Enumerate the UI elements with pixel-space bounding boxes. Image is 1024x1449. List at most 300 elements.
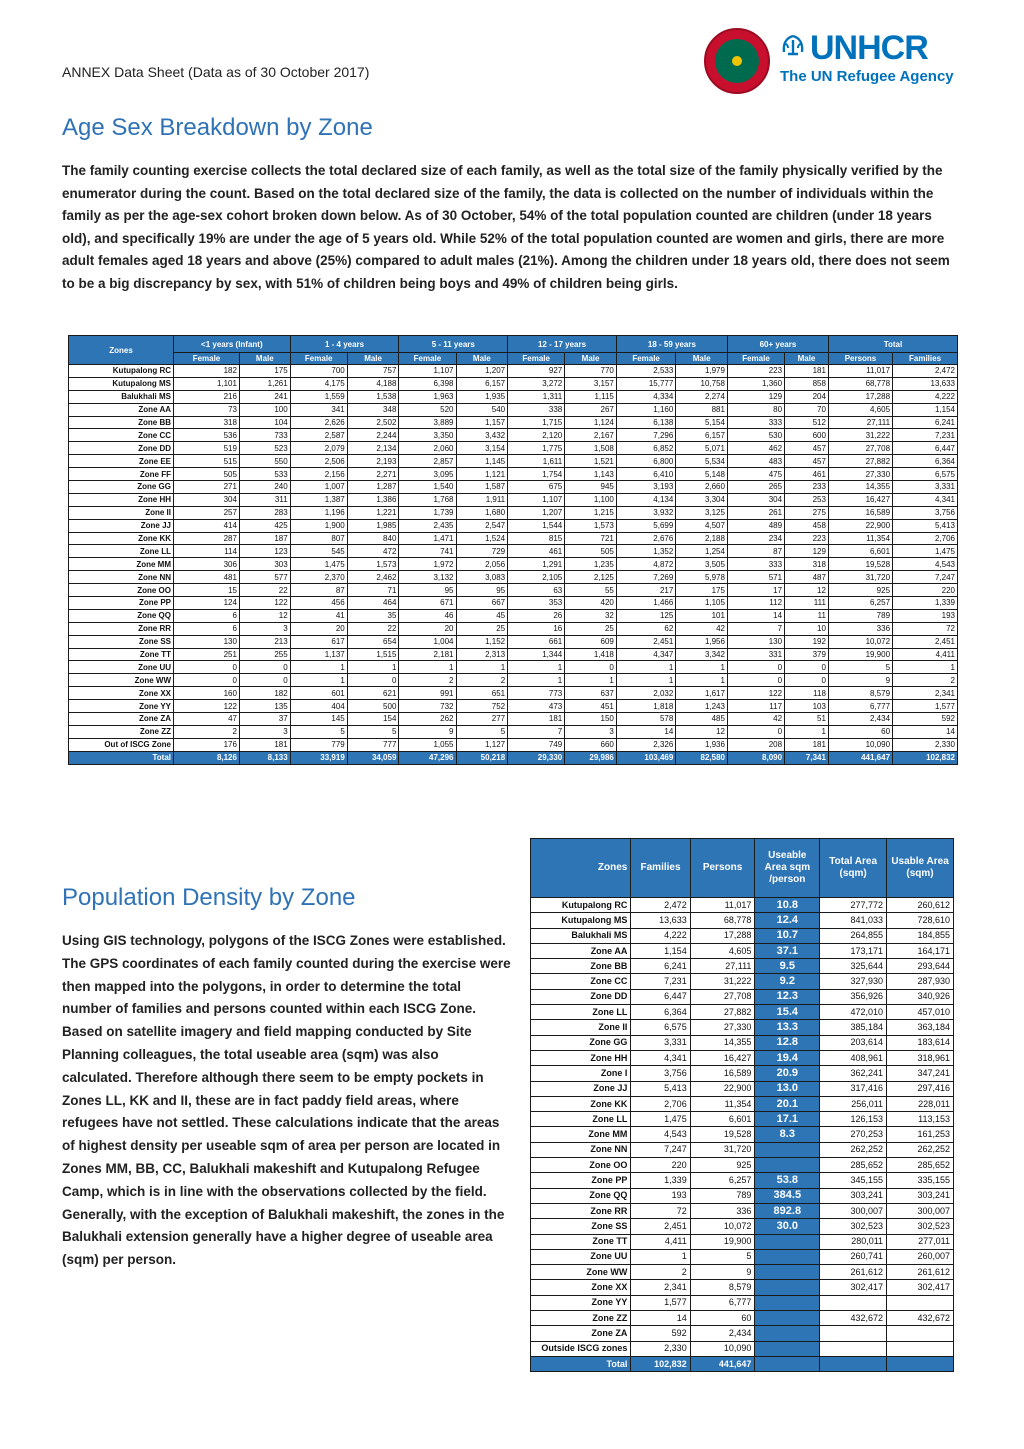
value-cell [820, 1295, 887, 1310]
value-cell: 700 [290, 365, 347, 378]
value-cell: 27,708 [828, 442, 892, 455]
value-cell: 70 [785, 403, 829, 416]
table-row [69, 416, 958, 429]
zone-name-cell: Zone CC [531, 974, 631, 989]
value-cell: 19,528 [828, 558, 892, 571]
table-row [69, 532, 958, 545]
value-cell: 515 [174, 455, 240, 468]
zone-name-cell: Zone NN [69, 571, 174, 584]
value-cell: 12 [676, 725, 728, 738]
value-cell: 111 [785, 597, 829, 610]
zone-name-cell: Zone I [531, 1066, 631, 1081]
value-cell: 175 [676, 584, 728, 597]
value-cell: 481 [174, 571, 240, 584]
value-cell: 3 [565, 725, 617, 738]
table-row [531, 1127, 954, 1142]
value-cell: 5,978 [676, 571, 728, 584]
value-cell: 300,007 [820, 1203, 887, 1218]
value-cell: 6,575 [893, 468, 958, 481]
value-cell: 47 [174, 713, 240, 726]
value-cell: 840 [347, 532, 399, 545]
value-cell: 472 [347, 545, 399, 558]
value-cell: 303,241 [820, 1188, 887, 1203]
value-cell: 338 [508, 403, 565, 416]
value-cell: 675 [508, 481, 565, 494]
value-cell: 17,288 [828, 390, 892, 403]
value-cell: 3,331 [631, 1035, 690, 1050]
value-cell: 129 [727, 390, 784, 403]
value-cell: 1,538 [347, 390, 399, 403]
value-cell: 240 [239, 481, 290, 494]
value-cell: 260,741 [820, 1249, 887, 1264]
table-row [69, 377, 958, 390]
value-cell: 461 [508, 545, 565, 558]
value-cell: 2,451 [616, 635, 675, 648]
value-cell: 1 [399, 661, 456, 674]
value-cell: 1,956 [676, 635, 728, 648]
value-cell: 208 [727, 738, 784, 751]
value-cell: 63 [508, 584, 565, 597]
value-cell: 2,032 [616, 687, 675, 700]
zone-name-cell: Zone RR [531, 1203, 631, 1218]
value-cell: 2,120 [508, 429, 565, 442]
value-cell: 1,577 [893, 700, 958, 713]
value-cell: 489 [727, 519, 784, 532]
table-row [531, 1326, 954, 1341]
value-cell [887, 1326, 954, 1341]
value-cell: 0 [239, 674, 290, 687]
value-cell: 2,502 [347, 416, 399, 429]
zone-name-cell: Zone BB [69, 416, 174, 429]
useable-area-per-person-cell: 10.8 [755, 898, 820, 913]
value-cell: 1,900 [290, 519, 347, 532]
table-row [69, 597, 958, 610]
value-cell: 161,253 [887, 1127, 954, 1142]
value-cell: 6,601 [690, 1112, 755, 1127]
value-cell: 35 [347, 609, 399, 622]
value-cell: 1,344 [508, 648, 565, 661]
total-value-cell [755, 1356, 820, 1371]
value-cell: 464 [347, 597, 399, 610]
zone-name-cell: Kutupalong RC [531, 898, 631, 913]
value-cell: 16 [508, 622, 565, 635]
value-cell: 9 [828, 674, 892, 687]
value-cell: 667 [456, 597, 508, 610]
value-cell: 1,471 [399, 532, 456, 545]
value-cell: 1,145 [456, 455, 508, 468]
value-cell: 4,341 [893, 493, 958, 506]
value-cell: 283 [239, 506, 290, 519]
value-cell: 2,330 [893, 738, 958, 751]
value-cell: 571 [727, 571, 784, 584]
value-cell: 485 [676, 713, 728, 726]
sub-header: Female [290, 353, 347, 365]
value-cell: 651 [456, 687, 508, 700]
value-cell: 6,777 [690, 1295, 755, 1310]
value-cell: 6 [174, 622, 240, 635]
value-cell: 1,339 [893, 597, 958, 610]
value-cell: 193 [893, 609, 958, 622]
sub-header: Male [565, 353, 617, 365]
useable-area-per-person-cell: 12.4 [755, 913, 820, 928]
value-cell: 3,331 [893, 481, 958, 494]
value-cell: 1 [631, 1249, 690, 1264]
value-cell: 6,157 [676, 429, 728, 442]
value-cell: 318,961 [887, 1050, 954, 1065]
table-row [531, 1249, 954, 1264]
table-row [531, 1112, 954, 1127]
useable-area-per-person-cell: 384.5 [755, 1188, 820, 1203]
value-cell: 1,124 [565, 416, 617, 429]
value-cell: 1 [290, 674, 347, 687]
value-cell: 2,134 [347, 442, 399, 455]
useable-area-per-person-cell [755, 1158, 820, 1173]
value-cell: 80 [727, 403, 784, 416]
value-cell: 1,196 [290, 506, 347, 519]
value-cell: 6 [174, 609, 240, 622]
value-cell: 22 [347, 622, 399, 635]
value-cell: 5,071 [676, 442, 728, 455]
zone-name-cell: Zone YY [531, 1295, 631, 1310]
value-cell: 4,341 [631, 1050, 690, 1065]
total-value-cell: 441,647 [690, 1356, 755, 1371]
value-cell: 95 [456, 584, 508, 597]
value-cell: 550 [239, 455, 290, 468]
useable-area-per-person-cell: 8.3 [755, 1127, 820, 1142]
value-cell: 1,287 [347, 481, 399, 494]
table-row [69, 648, 958, 661]
value-cell: 2,660 [676, 481, 728, 494]
value-cell: 122 [174, 700, 240, 713]
value-cell: 1,559 [290, 390, 347, 403]
value-cell: 11,354 [690, 1096, 755, 1111]
value-cell: 1,963 [399, 390, 456, 403]
value-cell: 303 [239, 558, 290, 571]
zone-name-cell: Zone XX [69, 687, 174, 700]
value-cell: 363,184 [887, 1020, 954, 1035]
value-cell: 4,543 [631, 1127, 690, 1142]
value-cell: 154 [347, 713, 399, 726]
total-value-cell: 8,133 [239, 751, 290, 764]
value-cell: 325,644 [820, 959, 887, 974]
useable-area-per-person-cell: 892.8 [755, 1203, 820, 1218]
useable-area-per-person-cell: 12.8 [755, 1035, 820, 1050]
value-cell: 530 [727, 429, 784, 442]
value-cell: 3,505 [676, 558, 728, 571]
value-cell: 671 [399, 597, 456, 610]
value-cell: 9 [690, 1265, 755, 1280]
value-cell: 6,575 [631, 1020, 690, 1035]
value-cell: 14 [631, 1311, 690, 1326]
table-row [531, 943, 954, 958]
value-cell: 46 [399, 609, 456, 622]
value-cell: 7,247 [893, 571, 958, 584]
value-cell: 0 [727, 661, 784, 674]
value-cell: 520 [399, 403, 456, 416]
table-row [531, 1142, 954, 1157]
value-cell: 3,889 [399, 416, 456, 429]
bangladesh-government-seal-icon [704, 28, 770, 94]
zone-name-cell: Zone GG [69, 481, 174, 494]
value-cell: 1,235 [565, 558, 617, 571]
total-row [531, 1356, 954, 1371]
zone-name-cell: Zone JJ [69, 519, 174, 532]
table-row [531, 1265, 954, 1280]
value-cell: 2,462 [347, 571, 399, 584]
zone-name-cell: Zone PP [69, 597, 174, 610]
group-header: 60+ years [727, 336, 828, 353]
zone-name-cell: Zone UU [531, 1249, 631, 1264]
value-cell: 0 [727, 674, 784, 687]
value-cell: 356,926 [820, 989, 887, 1004]
value-cell: 2,188 [676, 532, 728, 545]
value-cell: 317,416 [820, 1081, 887, 1096]
value-cell: 945 [565, 481, 617, 494]
value-cell: 2,451 [631, 1219, 690, 1234]
total-value-cell [887, 1356, 954, 1371]
value-cell: 16,589 [828, 506, 892, 519]
value-cell: 1,577 [631, 1295, 690, 1310]
value-cell: 4,222 [631, 928, 690, 943]
value-cell: 749 [508, 738, 565, 751]
value-cell: 1,508 [565, 442, 617, 455]
value-cell: 2 [456, 674, 508, 687]
value-cell: 71 [347, 584, 399, 597]
value-cell: 2,271 [347, 468, 399, 481]
value-cell: 7,247 [631, 1142, 690, 1157]
value-cell: 420 [565, 597, 617, 610]
value-cell: 533 [239, 468, 290, 481]
total-value-cell: 8,090 [727, 751, 784, 764]
value-cell: 280,011 [820, 1234, 887, 1249]
value-cell: 261,612 [887, 1265, 954, 1280]
total-label-cell: Total [69, 751, 174, 764]
value-cell: 1,540 [399, 481, 456, 494]
value-cell: 130 [727, 635, 784, 648]
value-cell: 1,911 [456, 493, 508, 506]
value-cell: 1,143 [565, 468, 617, 481]
value-cell: 3,342 [676, 648, 728, 661]
zone-name-cell: Zone EE [69, 455, 174, 468]
value-cell: 62 [616, 622, 675, 635]
value-cell: 260,007 [887, 1249, 954, 1264]
useable-area-per-person-cell: 17.1 [755, 1112, 820, 1127]
useable-area-per-person-cell: 10.7 [755, 928, 820, 943]
table-row [531, 1203, 954, 1218]
value-cell: 3 [239, 622, 290, 635]
value-cell: 31,720 [828, 571, 892, 584]
value-cell: 770 [565, 365, 617, 378]
value-cell: 1,261 [239, 377, 290, 390]
value-cell: 20 [290, 622, 347, 635]
value-cell: 0 [727, 725, 784, 738]
zone-name-cell: Zone II [69, 506, 174, 519]
value-cell: 540 [456, 403, 508, 416]
value-cell: 341 [290, 403, 347, 416]
value-cell: 87 [727, 545, 784, 558]
value-cell: 277,011 [887, 1234, 954, 1249]
value-cell: 2,626 [290, 416, 347, 429]
sub-header: Female [508, 353, 565, 365]
value-cell: 327,930 [820, 974, 887, 989]
value-cell: 4,334 [616, 390, 675, 403]
useable-area-per-person-cell: 53.8 [755, 1173, 820, 1188]
table-row [69, 661, 958, 674]
value-cell: 1,818 [616, 700, 675, 713]
zone-name-cell: Kutupalong MS [531, 913, 631, 928]
value-cell: 637 [565, 687, 617, 700]
value-cell: 25 [565, 622, 617, 635]
useable-area-per-person-cell [755, 1249, 820, 1264]
value-cell: 2,105 [508, 571, 565, 584]
value-cell: 234 [727, 532, 784, 545]
zone-name-cell: Zone RR [69, 622, 174, 635]
table-row [69, 558, 958, 571]
value-cell: 255 [239, 648, 290, 661]
value-cell: 10,758 [676, 377, 728, 390]
value-cell: 333 [727, 416, 784, 429]
value-cell: 6,241 [893, 416, 958, 429]
value-cell: 256,011 [820, 1096, 887, 1111]
table-row [69, 571, 958, 584]
zone-name-cell: Zone KK [531, 1096, 631, 1111]
value-cell: 621 [347, 687, 399, 700]
value-cell: 4,872 [616, 558, 675, 571]
value-cell: 1,515 [347, 648, 399, 661]
value-cell: 1 [456, 661, 508, 674]
sub-header: Female [727, 353, 784, 365]
value-cell: 6,241 [631, 959, 690, 974]
section-title-age-sex: Age Sex Breakdown by Zone [62, 114, 373, 141]
value-cell: 2,341 [631, 1280, 690, 1295]
value-cell: 456 [290, 597, 347, 610]
value-cell: 1,775 [508, 442, 565, 455]
value-cell [887, 1341, 954, 1356]
table-row [69, 493, 958, 506]
zone-name-cell: Kutupalong RC [69, 365, 174, 378]
value-cell: 1,475 [631, 1112, 690, 1127]
value-cell: 10,072 [690, 1219, 755, 1234]
useable-area-per-person-cell [755, 1234, 820, 1249]
group-header: <1 years (Infant) [174, 336, 291, 353]
value-cell: 1,418 [565, 648, 617, 661]
table-row [531, 1219, 954, 1234]
value-cell: 267 [565, 403, 617, 416]
value-cell: 4,188 [347, 377, 399, 390]
table-row [531, 1005, 954, 1020]
table-row [531, 928, 954, 943]
value-cell: 2,451 [893, 635, 958, 648]
value-cell: 17,288 [690, 928, 755, 943]
value-cell: 6,364 [893, 455, 958, 468]
value-cell: 11,017 [828, 365, 892, 378]
value-cell [887, 1295, 954, 1310]
value-cell: 302,417 [887, 1280, 954, 1295]
value-cell: 5,413 [893, 519, 958, 532]
value-cell: 11 [785, 609, 829, 622]
value-cell: 2,274 [676, 390, 728, 403]
useable-area-per-person-cell [755, 1311, 820, 1326]
value-cell: 660 [565, 738, 617, 751]
value-cell: 6,257 [828, 597, 892, 610]
value-cell: 112 [727, 597, 784, 610]
value-cell: 181 [239, 738, 290, 751]
group-header: 12 - 17 years [508, 336, 617, 353]
value-cell: 2 [893, 674, 958, 687]
unhcr-tagline: The UN Refugee Agency [780, 68, 954, 85]
value-cell: 7 [727, 622, 784, 635]
value-cell: 523 [239, 442, 290, 455]
value-cell: 32 [565, 609, 617, 622]
value-cell: 297,416 [887, 1081, 954, 1096]
density-header: Useable Area sqm /person [755, 839, 820, 898]
total-value-cell: 33,919 [290, 751, 347, 764]
value-cell: 2,193 [347, 455, 399, 468]
value-cell: 31,720 [690, 1142, 755, 1157]
sub-header: Male [456, 353, 508, 365]
density-header: Persons [690, 839, 755, 898]
value-cell: 31,222 [690, 974, 755, 989]
value-cell: 592 [893, 713, 958, 726]
sub-header: Male [785, 353, 829, 365]
value-cell: 5,413 [631, 1081, 690, 1096]
value-cell: 733 [239, 429, 290, 442]
value-cell: 2,472 [631, 898, 690, 913]
value-cell: 12 [239, 609, 290, 622]
value-cell: 22,900 [690, 1081, 755, 1096]
value-cell: 1,207 [508, 506, 565, 519]
value-cell: 815 [508, 532, 565, 545]
value-cell: 300,007 [887, 1203, 954, 1218]
value-cell: 1,573 [565, 519, 617, 532]
value-cell: 19,900 [690, 1234, 755, 1249]
value-cell: 2,435 [399, 519, 456, 532]
value-cell: 487 [785, 571, 829, 584]
zone-name-cell: Zone DD [69, 442, 174, 455]
zone-name-cell: Zone LL [69, 545, 174, 558]
value-cell: 991 [399, 687, 456, 700]
value-cell: 302,417 [820, 1280, 887, 1295]
table-row [531, 913, 954, 928]
value-cell: 1,360 [727, 377, 784, 390]
useable-area-per-person-cell: 9.5 [755, 959, 820, 974]
table-row [531, 989, 954, 1004]
sub-header: Families [893, 353, 958, 365]
value-cell: 1,254 [676, 545, 728, 558]
value-cell: 432,672 [887, 1311, 954, 1326]
value-cell: 261,612 [820, 1265, 887, 1280]
table-row [531, 974, 954, 989]
value-cell: 113,153 [887, 1112, 954, 1127]
value-cell: 181 [785, 365, 829, 378]
value-cell: 1,352 [616, 545, 675, 558]
value-cell: 345,155 [820, 1173, 887, 1188]
value-cell: 4,222 [893, 390, 958, 403]
density-header: Families [631, 839, 690, 898]
value-cell: 60 [690, 1311, 755, 1326]
value-cell: 261 [727, 506, 784, 519]
total-value-cell: 103,469 [616, 751, 675, 764]
value-cell: 27,330 [690, 1020, 755, 1035]
value-cell: 100 [239, 403, 290, 416]
value-cell: 1,611 [508, 455, 565, 468]
value-cell: 432,672 [820, 1311, 887, 1326]
total-value-cell: 102,832 [893, 751, 958, 764]
value-cell: 103 [785, 700, 829, 713]
value-cell: 3,432 [456, 429, 508, 442]
value-cell: 1,936 [676, 738, 728, 751]
value-cell: 51 [785, 713, 829, 726]
